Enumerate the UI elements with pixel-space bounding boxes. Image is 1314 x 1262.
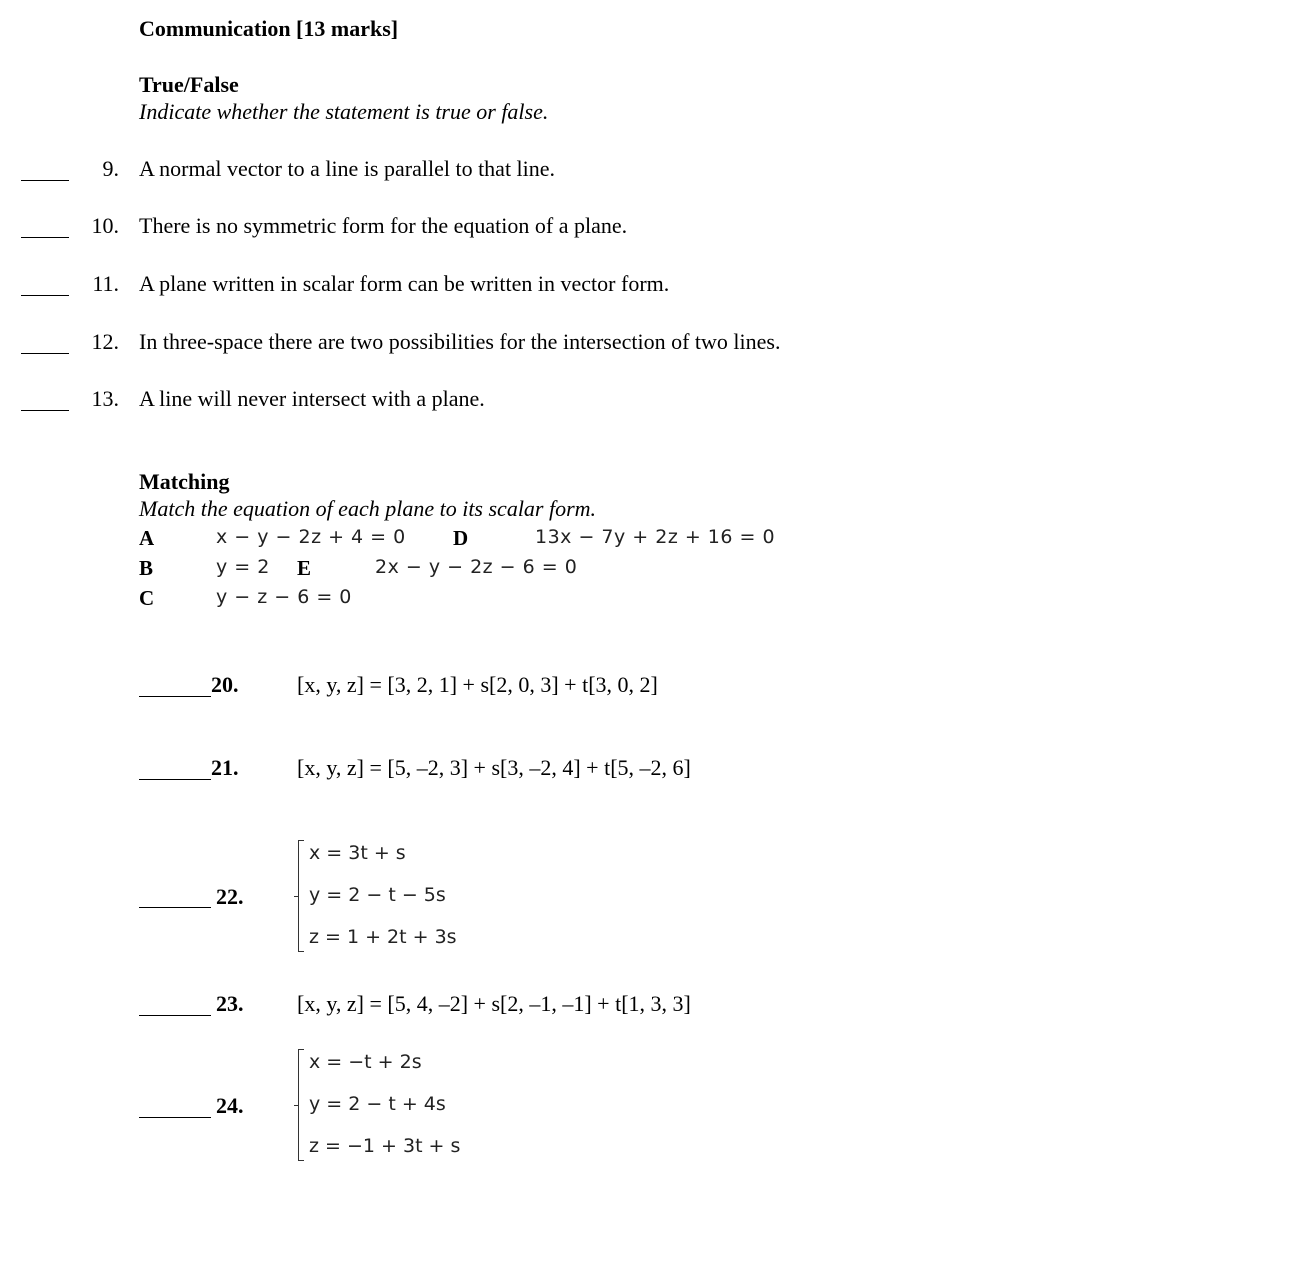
answer-blank[interactable] — [139, 779, 211, 780]
item-number: 23. — [216, 991, 244, 1016]
true-false-instruction: Indicate whether the statement is true or false. — [139, 99, 549, 124]
system-brace — [298, 1049, 309, 1161]
system-line-y: y = 2 − t + 4s — [309, 1093, 446, 1115]
choice-equation-a: x − y − 2z + 4 = 0 — [216, 526, 406, 548]
system-line-y: y = 2 − t − 5s — [309, 884, 446, 906]
answer-blank[interactable] — [139, 1015, 211, 1016]
answer-blank[interactable] — [139, 1117, 211, 1118]
choice-letter-a: A — [139, 526, 155, 550]
choice-letter-c: C — [139, 586, 155, 610]
question-number: 11. — [92, 271, 119, 296]
question-number: 10. — [91, 213, 119, 238]
choice-equation-d: 13x − 7y + 2z + 16 = 0 — [535, 526, 776, 548]
system-line-x: x = 3t + s — [309, 842, 406, 864]
true-false-title: True/False — [139, 72, 239, 97]
question-number: 12. — [91, 329, 119, 354]
item-number: 22. — [216, 884, 244, 909]
question-number: 13. — [91, 386, 119, 411]
item-number: 20. — [211, 672, 239, 697]
question-text: A normal vector to a line is parallel to that line. — [139, 156, 556, 181]
question-text: In three-space there are two possibilities for the intersection of two lines. — [139, 329, 781, 354]
system-brace — [298, 840, 309, 952]
item-number: 21. — [211, 755, 239, 780]
matching-instruction: Match the equation of each plane to its scalar form. — [139, 496, 597, 521]
choice-letter-b: B — [139, 556, 154, 580]
item-equation: [x, y, z] = [3, 2, 1] + s[2, 0, 3] + t[3, 0, 2] — [297, 672, 658, 697]
item-equation: [x, y, z] = [5, –2, 3] + s[3, –2, 4] + t[5, –2, 6] — [297, 755, 691, 780]
system-line-z: z = −1 + 3t + s — [309, 1135, 461, 1157]
choice-equation-e: 2x − y − 2z − 6 = 0 — [375, 556, 578, 578]
item-equation: [x, y, z] = [5, 4, –2] + s[2, –1, –1] + t[1, 3, 3] — [297, 991, 691, 1016]
choice-letter-d: D — [453, 526, 469, 550]
question-text: A line will never intersect with a plane. — [139, 386, 485, 411]
question-text: There is no symmetric form for the equation of a plane. — [139, 213, 628, 238]
answer-blank[interactable] — [139, 907, 211, 908]
system-line-x: x = −t + 2s — [309, 1051, 422, 1073]
system-line-z: z = 1 + 2t + 3s — [309, 926, 457, 948]
question-text: A plane written in scalar form can be written in vector form. — [139, 271, 670, 296]
answer-blank[interactable] — [139, 696, 211, 697]
matching-title: Matching — [139, 469, 230, 494]
question-number: 9. — [102, 156, 119, 181]
choice-equation-b: y = 2 — [216, 556, 270, 578]
choice-equation-c: y − z − 6 = 0 — [216, 586, 352, 608]
item-number: 24. — [216, 1093, 244, 1118]
choice-letter-e: E — [297, 556, 312, 580]
section-title: Communication [13 marks] — [139, 16, 399, 41]
